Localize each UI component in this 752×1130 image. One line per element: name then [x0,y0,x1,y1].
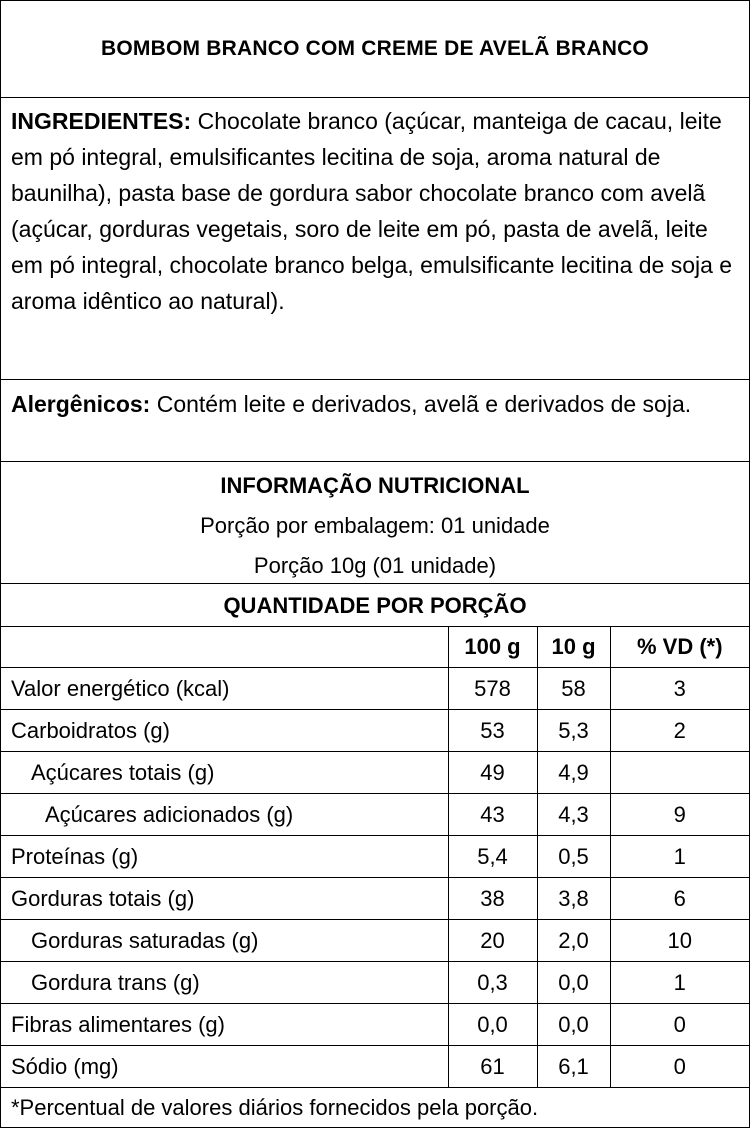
value-10g: 5,3 [537,710,610,752]
ingredients-section [1,98,749,380]
quantity-header: QUANTIDADE POR PORÇÃO [1,584,749,627]
table-row [1,1046,749,1088]
column-header-name [1,627,448,668]
value-100g: 49 [448,752,537,794]
value-vd [610,752,749,794]
value-10g: 4,3 [537,794,610,836]
value-100g: 578 [448,668,537,710]
nutrient-name: Sódio (mg) [1,1046,448,1088]
product-title-section [1,1,749,98]
ingredients-text: Chocolate branco (açúcar, manteiga de cacau, leite em pó integral, emulsificantes lecitina de soja, aroma natural de baunilha), pasta base de gordura sabor chocolate branco com avelã (açúcar, gorduras vegetais, soro de leite em pó, pasta de avelã, leite em pó integral, chocolate branco belga, emulsificante lecitina de soja e aroma idêntico ao natural). [11,108,733,314]
allergens-section [1,380,749,462]
value-vd: 0 [610,1004,749,1046]
table-row [1,1004,749,1046]
nutrition-info-section [1,462,749,584]
value-10g: 0,0 [537,962,610,1004]
product-title: BOMBOM BRANCO COM CREME DE AVELÃ BRANCO [101,37,649,60]
value-vd: 6 [610,878,749,920]
value-vd: 1 [610,962,749,1004]
portion-size: Porção 10g (01 unidade) [253,553,497,578]
servings-per-package: Porção por embalagem: 01 unidade [200,513,550,538]
table-header-row [1,627,749,668]
value-vd: 9 [610,794,749,836]
table-row [1,752,749,794]
value-10g: 4,9 [537,752,610,794]
footnote: *Percentual de valores diários fornecidos pela porção. [11,1095,539,1120]
table-row [1,920,749,962]
allergens-label: Alergênicos: [11,391,151,417]
nutrient-name: Gorduras totais (g) [1,878,448,920]
value-100g: 61 [448,1046,537,1088]
value-100g: 0,0 [448,1004,537,1046]
value-10g: 6,1 [537,1046,610,1088]
table-row [1,878,749,920]
value-100g: 53 [448,710,537,752]
value-100g: 20 [448,920,537,962]
nutrient-name: Carboidratos (g) [1,710,448,752]
allergens-text: Contém leite e derivados, avelã e derivados de soja. [156,391,692,417]
column-header-vd: % VD (*) [610,627,749,668]
table-row [1,962,749,1004]
nutrient-name: Gorduras saturadas (g) [1,920,448,962]
value-vd: 0 [610,1046,749,1088]
value-10g: 58 [537,668,610,710]
value-vd: 1 [610,836,749,878]
nutrient-name: Fibras alimentares (g) [1,1004,448,1046]
nutrient-name: Valor energético (kcal) [1,668,448,710]
nutrient-name: Gordura trans (g) [1,962,448,1004]
value-100g: 38 [448,878,537,920]
value-100g: 43 [448,794,537,836]
value-vd: 10 [610,920,749,962]
column-header-10g: 10 g [537,627,610,668]
table-row [1,836,749,878]
value-10g: 2,0 [537,920,610,962]
nutrition-title: INFORMAÇÃO NUTRICIONAL [220,473,530,498]
nutrient-name: Açúcares adicionados (g) [1,794,448,836]
nutrient-name: Proteínas (g) [1,836,448,878]
column-header-100g: 100 g [448,627,537,668]
value-100g: 0,3 [448,962,537,1004]
nutrient-name: Açúcares totais (g) [1,752,448,794]
table-row [1,710,749,752]
table-row [1,668,749,710]
ingredients-label: INGREDIENTES: [11,108,192,134]
value-vd: 2 [610,710,749,752]
value-vd: 3 [610,668,749,710]
value-10g: 0,0 [537,1004,610,1046]
table-row [1,794,749,836]
nutrition-table [1,627,749,1088]
value-100g: 5,4 [448,836,537,878]
value-10g: 3,8 [537,878,610,920]
value-10g: 0,5 [537,836,610,878]
